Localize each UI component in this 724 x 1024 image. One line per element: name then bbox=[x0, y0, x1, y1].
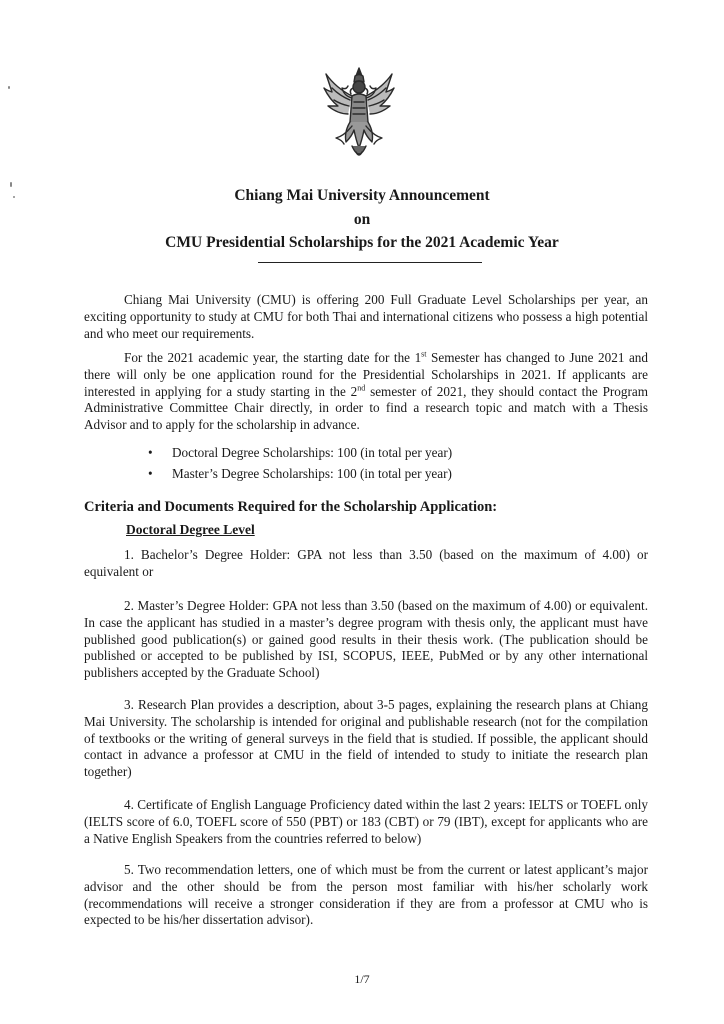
criterion-item-2 bbox=[84, 598, 648, 682]
garuda-emblem-icon bbox=[322, 66, 396, 164]
superscript-st: st bbox=[421, 349, 427, 359]
announcement-title-on: on bbox=[353, 211, 371, 228]
superscript-nd: nd bbox=[357, 383, 366, 393]
bullet-item-doctoral: • Doctoral Degree Scholarships: 100 (in total per year) bbox=[148, 445, 453, 460]
criterion-item-3 bbox=[84, 697, 648, 781]
intro-text: Chiang Mai University (CMU) is offering 200 Full Graduate Level Scholarships per year, an exciting opportunity to study at CMU for both Thai and international citizens who possess a high potential and who meet our requirements. bbox=[84, 292, 648, 341]
scholarship-bullet-list bbox=[148, 442, 452, 484]
doctoral-level-heading: Doctoral Degree Level bbox=[126, 522, 255, 537]
bullet-text: Doctoral Degree Scholarships: 100 (in total per year) bbox=[172, 445, 453, 460]
semester-paragraph bbox=[84, 350, 648, 434]
criterion-text: 5. Two recommendation letters, one of which must be from the current or latest applicant’s major advisor and the other should be from the person most familiar with his/her scholarly work (recommendations will receive a stronger consideration if they are from a professor at CMU who is expected to be his/her dissertation advisor). bbox=[84, 862, 648, 928]
page-number: 1/7 bbox=[354, 972, 370, 986]
announcement-title: Chiang Mai University Announcement bbox=[234, 187, 490, 204]
criterion-item-1 bbox=[84, 547, 648, 581]
semester-text-a: For the 2021 academic year, the starting date for the 1 bbox=[124, 350, 422, 365]
intro-paragraph bbox=[84, 292, 648, 342]
semester-text-c: semester of 2021, they should contact the Program Administrative Committee Chair directly, in order to find a research topic and match with a Thesis Advisor and to apply for the scholarship in advance. bbox=[84, 383, 648, 433]
criterion-item-5 bbox=[84, 862, 648, 929]
announcement-subject: CMU Presidential Scholarships for the 2021 Academic Year bbox=[165, 234, 559, 251]
bullet-item-masters: • Master’s Degree Scholarships: 100 (in total per year) bbox=[148, 466, 452, 481]
title-divider bbox=[258, 262, 482, 263]
criterion-item-4 bbox=[84, 797, 648, 847]
semester-text-b: Semester has changed to June 2021 and there will only be one application round for the Presidential Scholarships in 2021. If applicants are interested in applying for a study starting in the 2 bbox=[84, 350, 648, 399]
bullet-text: Master’s Degree Scholarships: 100 (in total per year) bbox=[172, 466, 452, 481]
criterion-text: 4. Certificate of English Language Proficiency dated within the last 2 years: IELTS or TOEFL only (IELTS score of 6.0, TOEFL score of 550 (PBT) or 183 (CBT) or 79 (IBT), except for applicants who are a Native English Speakers from the countries referred to below) bbox=[84, 797, 648, 846]
criteria-heading: Criteria and Documents Required for the Scholarship Application: bbox=[84, 499, 498, 515]
scan-speck bbox=[8, 86, 10, 89]
criterion-text: 3. Research Plan provides a description, about 3-5 pages, explaining the research plans at Chiang Mai University. The scholarship is intended for original and publishable research (not for the compilation of textbooks or the writing of general surveys in the field that is studied. If possible, the applicant should contact in advance a professor at CMU in the field of intended to study to initiate the research plan together) bbox=[84, 697, 648, 780]
criterion-text: 2. Master’s Degree Holder: GPA not less than 3.50 (based on the maximum of 4.00) or equivalent. In case the applicant has studied in a master’s degree program with thesis only, the applicant must have published good publication(s) or gained good results in their thesis work. (The publication should be published or accepted to be published by ISI, SCOPUS, IEEE, PubMed or by any other international publishers accepted by the Graduate School) bbox=[84, 598, 648, 681]
criterion-text: 1. Bachelor’s Degree Holder: GPA not less than 3.50 (based on the maximum of 4.00) or equivalent or bbox=[84, 547, 648, 579]
